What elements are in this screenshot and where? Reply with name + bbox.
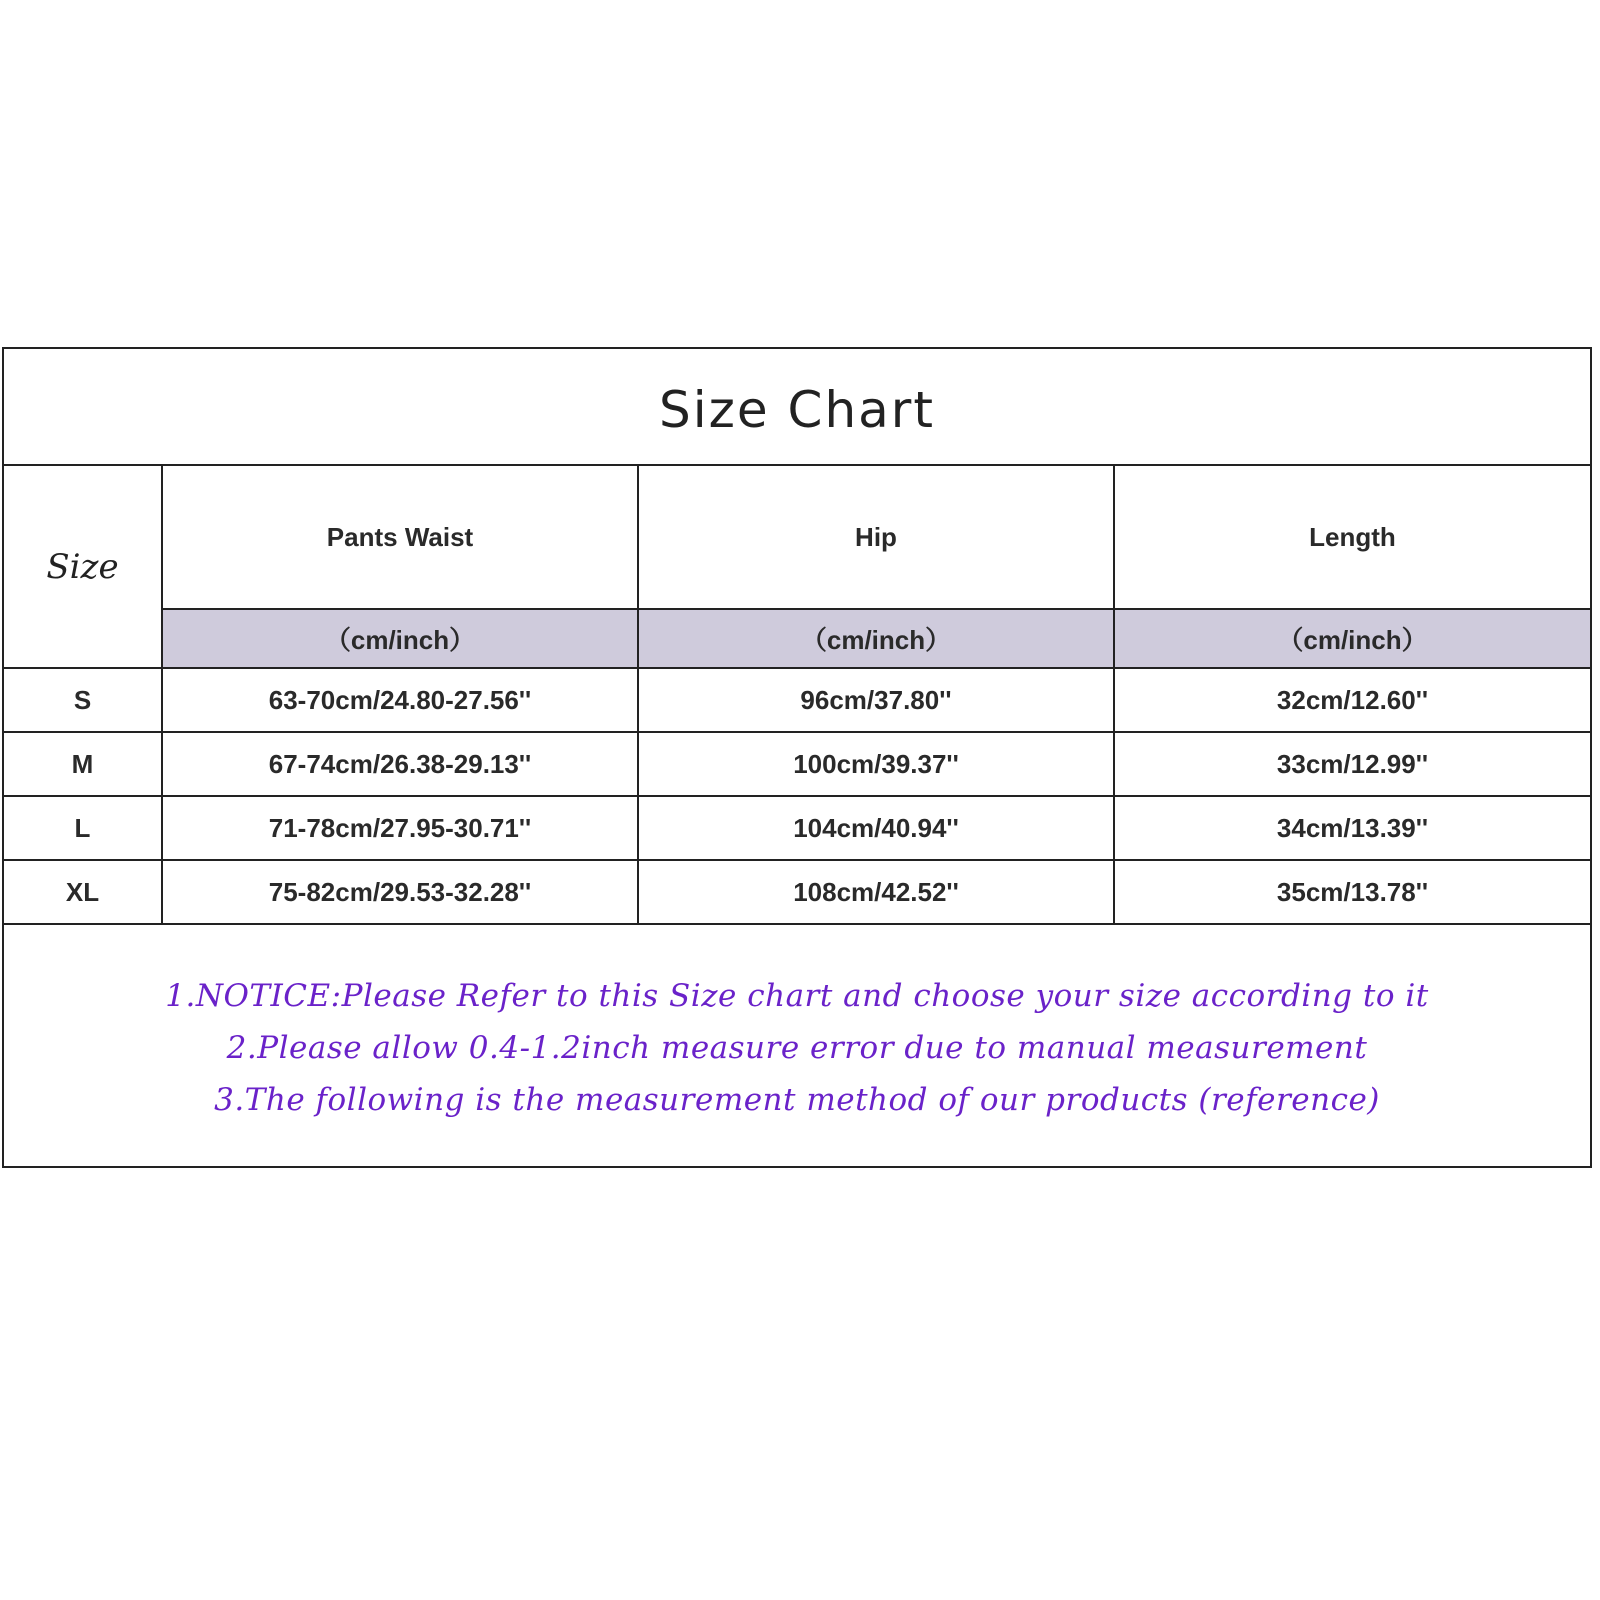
notes-section (4, 929, 1590, 1166)
waist-cell: 71-78cm/27.95-30.71'' (162, 796, 638, 860)
waist-cell: 63-70cm/24.80-27.56'' (162, 668, 638, 732)
hip-cell: 104cm/40.94'' (638, 796, 1114, 860)
column-header-hip: Hip (638, 466, 1114, 609)
size-cell: S (4, 668, 162, 732)
size-cell: L (4, 796, 162, 860)
length-cell: 34cm/13.39'' (1114, 796, 1590, 860)
length-cell: 35cm/13.78'' (1114, 860, 1590, 924)
hip-cell: 100cm/39.37'' (638, 732, 1114, 796)
waist-cell: 75-82cm/29.53-32.28'' (162, 860, 638, 924)
table-row (4, 668, 1590, 732)
unit-label-length: （cm/inch） (1114, 609, 1590, 668)
length-cell: 32cm/12.60'' (1114, 668, 1590, 732)
column-header-length: Length (1114, 466, 1590, 609)
table-row (4, 860, 1590, 924)
length-cell: 33cm/12.99'' (1114, 732, 1590, 796)
note-line-1: 1.NOTICE:Please Refer to this Size chart and choose your size according to it (165, 977, 1429, 1014)
waist-cell: 67-74cm/26.38-29.13'' (162, 732, 638, 796)
note-line-3: 3.The following is the measurement method of our products (reference) (214, 1081, 1380, 1118)
size-cell: M (4, 732, 162, 796)
size-column-header: Size (4, 466, 162, 668)
header-row (4, 466, 1590, 609)
table-row (4, 796, 1590, 860)
hip-cell: 96cm/37.80'' (638, 668, 1114, 732)
note-line-2: 2.Please allow 0.4-1.2inch measure error due to manual measurement (226, 1029, 1368, 1066)
table-row (4, 732, 1590, 796)
size-cell: XL (4, 860, 162, 924)
size-chart-frame (2, 347, 1592, 1168)
unit-label-hip: （cm/inch） (638, 609, 1114, 668)
column-header-waist: Pants Waist (162, 466, 638, 609)
hip-cell: 108cm/42.52'' (638, 860, 1114, 924)
title-row (4, 349, 1590, 466)
unit-label-waist: （cm/inch） (162, 609, 638, 668)
page-title: Size Chart (659, 380, 935, 439)
size-table (4, 466, 1590, 925)
unit-row (4, 609, 1590, 668)
